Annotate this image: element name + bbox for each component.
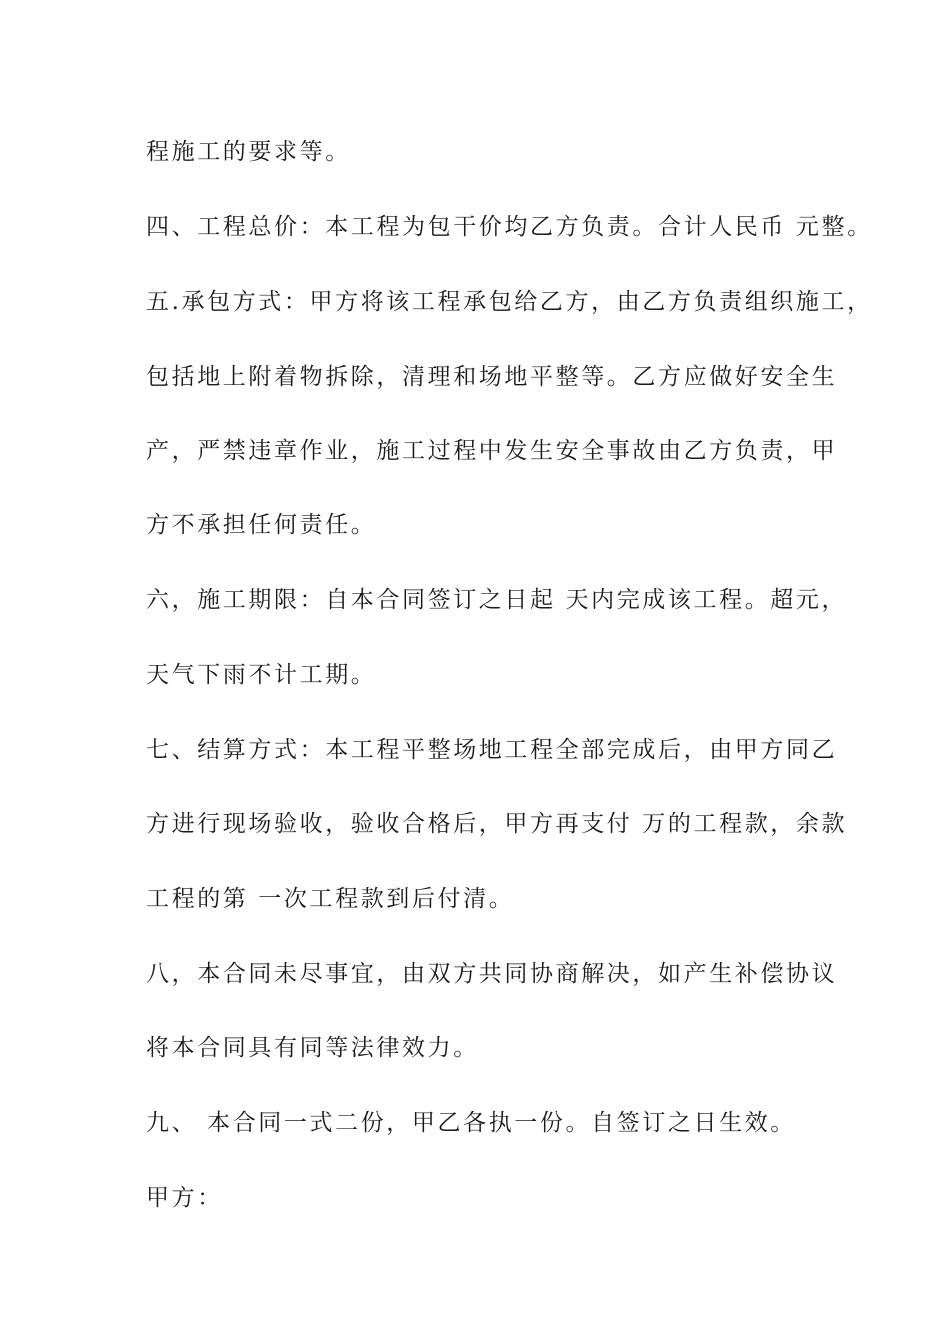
clause-6-construction-period: 六，施工期限：自本合同签订之日起 天内完成该工程。超元， <box>146 587 848 613</box>
clause-8-other-matters: 八，本合同未尽事宜，由双方共同协商解决，如产生补偿协议 <box>146 961 838 987</box>
text-line: 产，严禁违章作业，施工过程中发生安全事故由乙方负责，甲 <box>146 438 838 464</box>
party-a-label: 甲方： <box>146 1185 223 1211</box>
clause-9-copies: 九、 本合同一式二份，甲乙各执一份。自签订之日生效。 <box>146 1110 796 1136</box>
clause-4-total-price: 四、工程总价：本工程为包干价均乙方负责。合计人民币 元整。 <box>146 214 873 240</box>
text-line: 程施工的要求等。 <box>146 139 351 165</box>
clause-7-settlement-method: 七、结算方式：本工程平整场地工程全部完成后，由甲方同乙 <box>146 737 838 763</box>
text-line: 天气下雨不计工期。 <box>146 662 377 688</box>
text-line: 将本合同具有同等法律效力。 <box>146 1035 479 1061</box>
text-line: 工程的第 一次工程款到后付清。 <box>146 886 515 912</box>
clause-5-contract-method: 五.承包方式：甲方将该工程承包给乙方，由乙方负责组织施工， <box>146 289 873 315</box>
text-line: 方进行现场验收，验收合格后，甲方再支付 万的工程款，余款 <box>146 811 848 837</box>
text-line: 包括地上附着物拆除，清理和场地平整等。乙方应做好安全生 <box>146 364 838 390</box>
text-line: 方不承担任何责任。 <box>146 512 377 538</box>
